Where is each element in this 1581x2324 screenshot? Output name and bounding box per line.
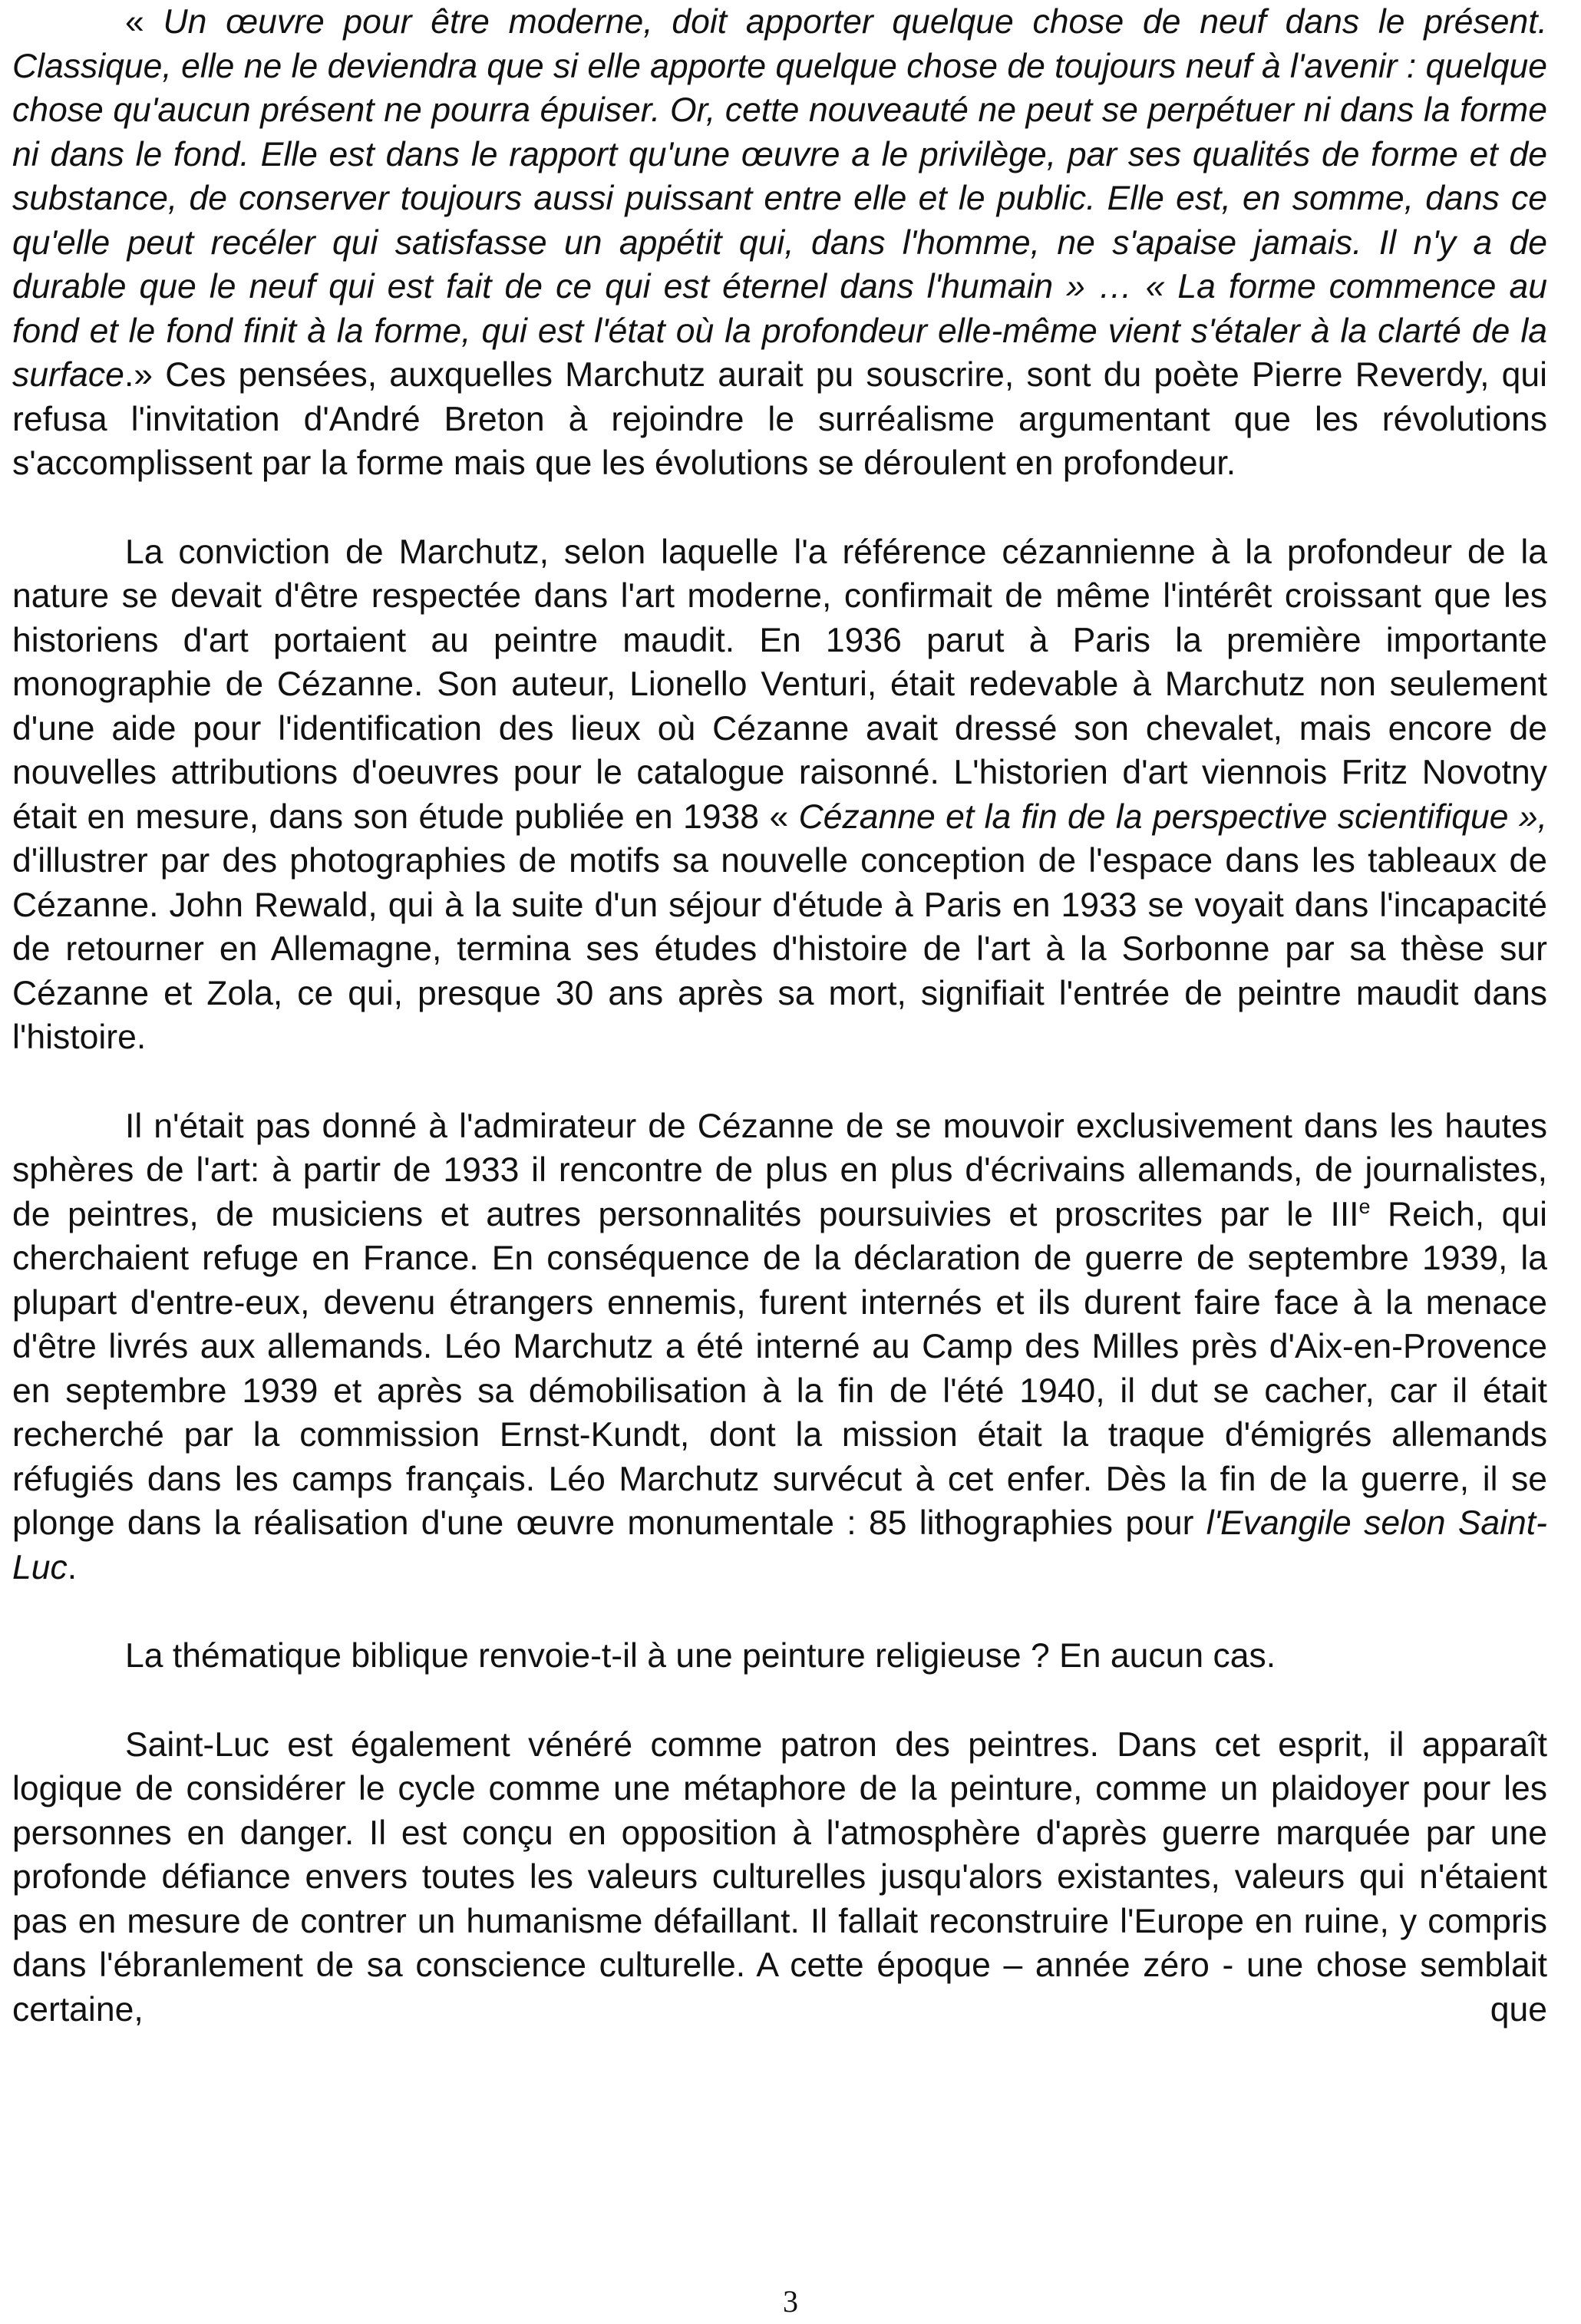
paragraph-thematique: La thématique biblique renvoie-t-il à une peinture religieuse ? En aucun cas. bbox=[125, 1637, 1276, 1675]
document-page bbox=[12, 0, 1547, 2032]
paragraph-text: La conviction de Marchutz, selon laquelle l'a référence cézannienne à la profondeur de la nature se devait d'être respectée dans l'art moderne, confirmait de même l'intérêt croissant que les historiens d'art portaient au peintre maudit. En 1936 parut à Paris la première importante monographie de Cézanne. Son auteur, Lionello Venturi, était redevable à Marchutz non seulement d'une aide pour l'identification des lieux où Cézanne avait dressé son chevalet, mais encore de nouvelles attributions d'oeuvres pour le catalogue raisonné. L'historien d'art viennois Fritz Novotny était en mesure, dans son étude publiée en 1938 « bbox=[12, 533, 1547, 836]
paragraph-venturi bbox=[12, 530, 1547, 1060]
paragraph-gap bbox=[12, 1060, 1547, 1104]
book-title: Cézanne et la fin de la perspective scientifique », bbox=[798, 797, 1547, 836]
reverdy-quotation: Un œuvre pour être moderne, doit apporter quelque chose de neuf dans le présent. Classique, elle ne le deviendra que si elle apporte quelque chose de toujours neuf à l'avenir : quelque chose qu'aucun présent ne pourra épuiser. Or, cette nouveauté ne peut se perpétuer ni dans la forme ni dans le fond. Elle est dans le rapport qu'une œuvre a le privilège, par ses qualités de forme et de substance, de conserver toujours aussi puissant entre elle et le public. Elle est, en somme, dans ce qu'elle peut recéler qui satisfasse un appétit qui, dans l'homme, ne s'apaise jamais. Il n'y a de durable que le neuf qui est fait de ce qui est éternel dans l'humain » … « La forme commence au fond et le fond finit à la forme, qui est l'état où la profondeur elle-même vient s'étaler à la clarté de la surface bbox=[12, 3, 1548, 394]
paragraph-gap bbox=[12, 486, 1547, 530]
superscript-e: e bbox=[1358, 1194, 1371, 1218]
paragraph-saint-luc: Saint-Luc est également vénéré comme patron des peintres. Dans cet esprit, il apparaît logique de considérer le cycle comme une métaphore de la peinture, comme un plaidoyer pour les personnes en danger. Il est conçu en opposition à l'atmosphère d'après guerre marquée par une profonde défiance envers toutes les valeurs culturelles jusqu'alors existantes, valeurs qui n'étaient pas en mesure de contrer un humanisme défaillant. Il fallait reconstruire l'Europe en ruine, y compris dans l'ébranlement de sa conscience culturelle. A cette époque – année zéro - une chose semblait certaine, que bbox=[12, 1725, 1547, 2029]
paragraph-reverdy-quote bbox=[12, 0, 1547, 486]
paragraph-text: Reich, qui cherchaient refuge en France. En conséquence de la déclaration de guerre de septembre 1939, la plupart d'entre-eux, devenu étrangers ennemis, furent internés et ils durent faire face à la menace d'être livrés aux allemands. Léo Marchutz a été interné au Camp des Milles près d'Aix-en-Provence en septembre 1939 et après sa démobilisation à la fin de l'été 1940, il dut se cacher, car il était recherché par la commission Ernst-Kundt, dont la mission était la traque d'émigrés allemands réfugiés dans les camps français. Léo Marchutz survécut à cet enfer. Dès la fin de la guerre, il se plonge dans la réalisation d'une œuvre monumentale : 85 lithographies pour bbox=[12, 1195, 1547, 1542]
paragraph-text: Il n'était pas donné à l'admirateur de Cézanne de se mouvoir exclusivement dans les hautes sphères de l'art: à partir de 1933 il rencontre de plus en plus d'écrivains allemands, de journalistes, de peintres, de musiciens et autres personnalités poursuivies et proscrites par le III bbox=[12, 1107, 1547, 1233]
paragraph-exile bbox=[12, 1104, 1547, 1590]
quote-open-mark: « bbox=[125, 3, 163, 41]
paragraph-text: . bbox=[67, 1548, 78, 1586]
work-title: l'Evangile selon Saint-Luc bbox=[12, 1504, 1547, 1586]
paragraph-text: .» Ces pensées, auxquelles Marchutz aurait pu souscrire, sont du poète Pierre Reverdy, qui refusa l'invitation d'André Breton à rejoindre le surréalisme argumentant que les révolutions s'accomplissent par la forme mais que les évolutions se déroulent en profondeur. bbox=[12, 356, 1547, 482]
paragraph-text: d'illustrer par des photographies de motifs sa nouvelle conception de l'espace dans les tableaux de Cézanne. John Rewald, qui à la suite d'un séjour d'étude à Paris en 1933 se voyait dans l'incapacité de retourner en Allemagne, termina ses études d'histoire de l'art à la Sorbonne par sa thèse sur Cézanne et Zola, ce qui, presque 30 ans après sa mort, signifiait l'entrée de peintre maudit dans l'histoire. bbox=[12, 842, 1547, 1056]
page-number: 3 bbox=[783, 2284, 798, 2319]
paragraph-gap bbox=[12, 1679, 1547, 1723]
paragraph-gap bbox=[12, 1589, 1547, 1634]
